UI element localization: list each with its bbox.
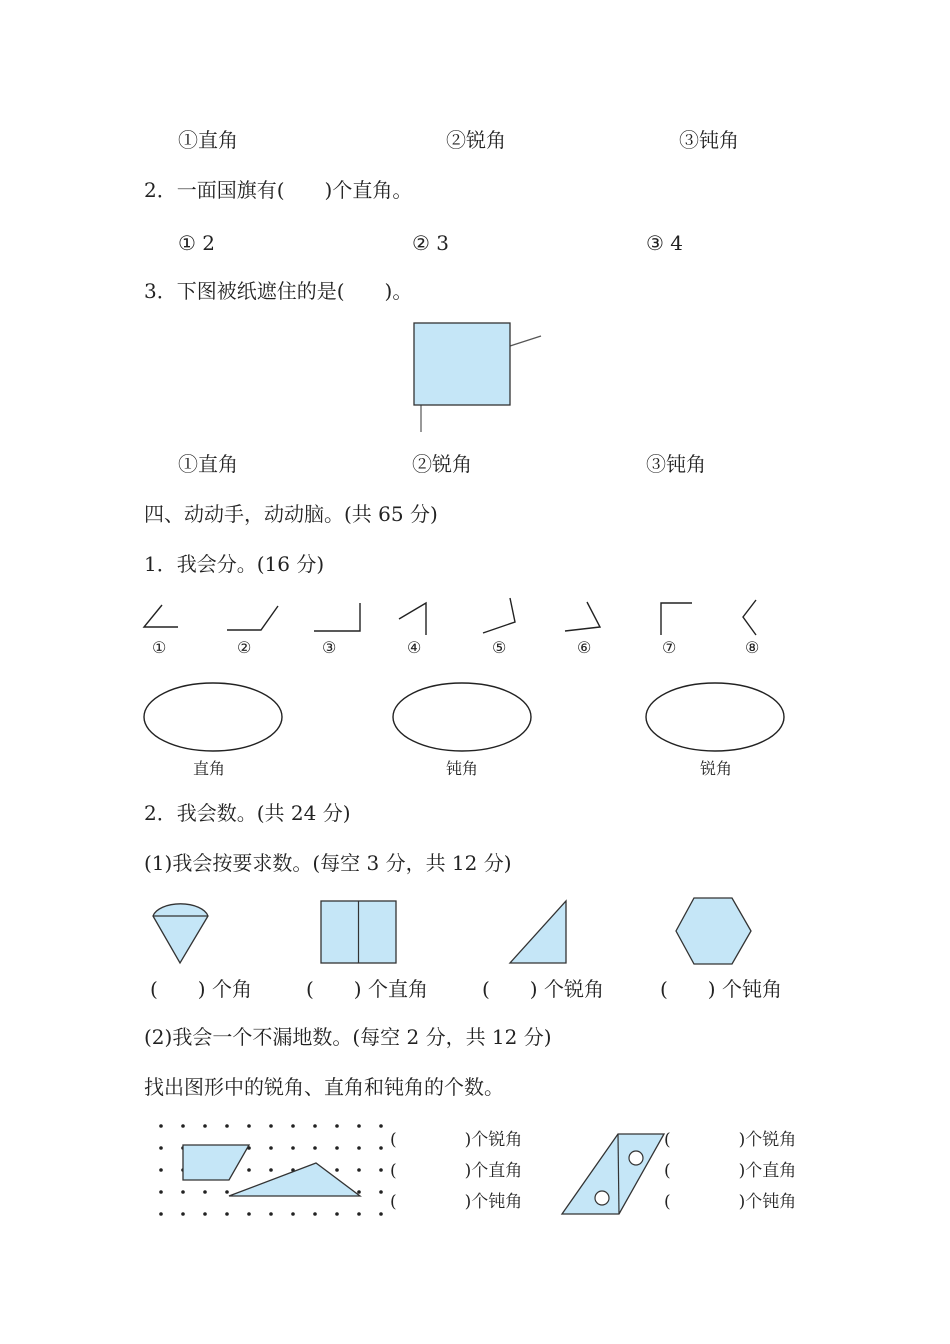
q2-option-1: ① 2 (178, 231, 216, 255)
angle-7 (661, 603, 692, 635)
section4-title: 四、动动手，动动脑。(共 65 分) (144, 502, 438, 526)
angle-8 (743, 600, 756, 635)
q3-cover-paper (414, 323, 510, 405)
blank-obtuse-angles: ( ) 个钝角 (660, 977, 782, 1001)
part2-sub2: (2)我会一个不漏地数。(每空 2 分，共 12 分) (144, 1025, 552, 1049)
right-count-obtuse: ( )个钝角 (664, 1192, 797, 1212)
angle-number-5: ⑤ (492, 638, 507, 657)
right-count-acute: ( )个锐角 (664, 1130, 797, 1150)
right-triangle (510, 901, 566, 963)
grid-dot (181, 1212, 185, 1216)
fan-shape (153, 904, 208, 963)
grid-dot (181, 1190, 185, 1194)
grid-dot (335, 1168, 339, 1172)
grid-dot (379, 1212, 383, 1216)
ellipse-acute-angle (646, 683, 784, 751)
ellipse-right-angle (144, 683, 282, 751)
grid-dot (181, 1124, 185, 1128)
q3-option-3: ③钝角 (646, 452, 706, 476)
grid-dot (159, 1146, 163, 1150)
q3-figure (414, 323, 541, 432)
grid-triangle (229, 1163, 360, 1196)
grid-dot (335, 1146, 339, 1150)
grid-dot (291, 1146, 295, 1150)
angle-number-3: ③ (322, 638, 337, 657)
grid-dot (247, 1168, 251, 1172)
grid-dot (225, 1212, 229, 1216)
grid-dot (269, 1146, 273, 1150)
q1-option-1: ①直角 (178, 128, 238, 152)
angle-number-4: ④ (407, 638, 422, 657)
angle-number-7: ⑦ (662, 638, 677, 657)
grid-dot (335, 1124, 339, 1128)
grid-dot (203, 1212, 207, 1216)
grid-dot (269, 1124, 273, 1128)
angle-1 (144, 605, 178, 627)
part1-title: 1．我会分。(16 分) (144, 552, 325, 576)
part2-instruction: 找出图形中的锐角、直角和钝角的个数。 (144, 1075, 504, 1099)
grid-dot (379, 1190, 383, 1194)
left-count-acute: ( )个锐角 (390, 1130, 523, 1150)
grid-dot (159, 1212, 163, 1216)
q3-option-2: ②锐角 (412, 452, 472, 476)
grid-dot (159, 1190, 163, 1194)
grid-dot (357, 1146, 361, 1150)
grid-parallelogram (183, 1145, 249, 1180)
set-squares (562, 1134, 664, 1214)
q1-option-2: ②锐角 (446, 128, 506, 152)
q2-option-2: ② 3 (412, 231, 450, 255)
category-label-right: 直角 (193, 759, 226, 778)
right-count-right: ( )个直角 (664, 1161, 797, 1181)
grid-dot (291, 1124, 295, 1128)
category-label-obtuse: 钝角 (446, 759, 479, 778)
category-label-acute: 锐角 (700, 759, 733, 778)
grid-dot (313, 1146, 317, 1150)
grid-dot (379, 1168, 383, 1172)
blank-acute-angles: ( ) 个锐角 (482, 977, 604, 1001)
angle-5 (483, 598, 515, 633)
ellipse-obtuse-angle (393, 683, 531, 751)
grid-dot (159, 1168, 163, 1172)
grid-dot (269, 1168, 273, 1172)
q3-stem: 3．下图被纸遮住的是( )。 (144, 279, 413, 303)
q1-option-3: ③钝角 (679, 128, 739, 152)
q2-option-3: ③ 4 (646, 231, 684, 255)
hexagon (676, 898, 751, 964)
split-rectangle (321, 901, 396, 963)
blank-right-angles: ( ) 个直角 (306, 977, 428, 1001)
left-count-right: ( )个直角 (390, 1161, 523, 1181)
angle-3 (314, 603, 360, 631)
grid-dot (357, 1124, 361, 1128)
grid-dot (379, 1146, 383, 1150)
angle-number-8: ⑧ (745, 638, 760, 657)
angle-number-1: ① (152, 638, 167, 657)
grid-dot (357, 1190, 361, 1194)
left-count-obtuse: ( )个钝角 (390, 1192, 523, 1212)
grid-dot (379, 1124, 383, 1128)
angle-number-6: ⑥ (577, 638, 592, 657)
angle-2 (227, 606, 278, 630)
grid-dot (313, 1124, 317, 1128)
part2-sub1: (1)我会按要求数。(每空 3 分，共 12 分) (144, 851, 512, 875)
blank-angles: ( ) 个角 (150, 977, 252, 1001)
angle-figures (144, 598, 756, 635)
grid-dot (335, 1212, 339, 1216)
grid-dot (357, 1212, 361, 1216)
part2-title: 2．我会数。(共 24 分) (144, 801, 351, 825)
grid-dot (313, 1212, 317, 1216)
grid-dot (357, 1168, 361, 1172)
q2-stem: 2．一面国旗有( )个直角。 (144, 178, 413, 202)
grid-dot (247, 1124, 251, 1128)
grid-dot (225, 1190, 229, 1194)
grid-dot (203, 1190, 207, 1194)
grid-dot (203, 1124, 207, 1128)
grid-dot (247, 1212, 251, 1216)
q3-option-1: ①直角 (178, 452, 238, 476)
angle-6 (565, 602, 600, 631)
angle-4 (399, 603, 426, 635)
grid-dot (269, 1212, 273, 1216)
grid-dot (291, 1212, 295, 1216)
grid-dot (159, 1124, 163, 1128)
angle-number-2: ② (237, 638, 252, 657)
grid-dot (225, 1124, 229, 1128)
